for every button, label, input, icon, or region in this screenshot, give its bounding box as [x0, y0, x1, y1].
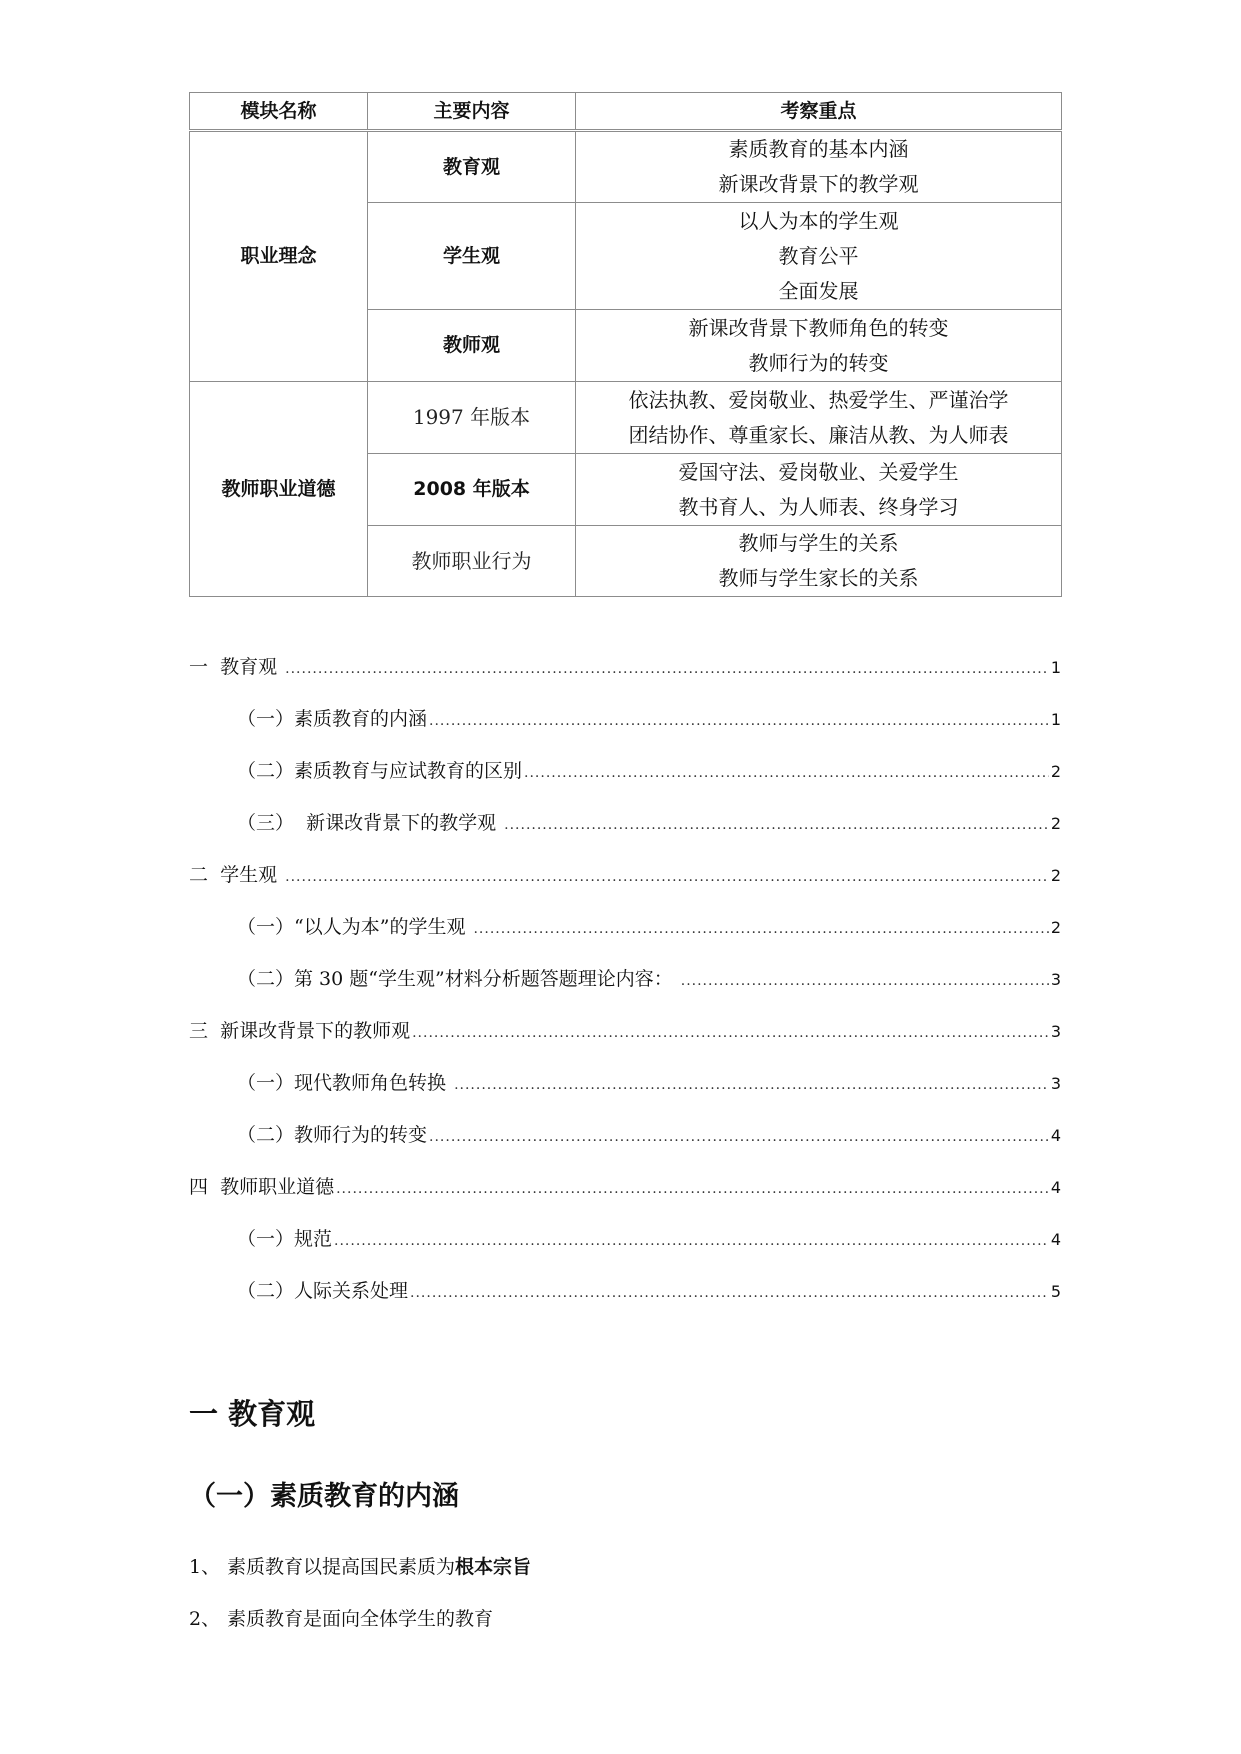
item-text: 素质教育是面向全体学生的教育 — [227, 1608, 494, 1630]
content-cell: 教师观 — [368, 310, 576, 382]
content-cell: 学生观 — [368, 203, 576, 310]
content-cell: 教育观 — [368, 131, 576, 203]
toc-leader-dots — [285, 869, 1049, 885]
toc-number: 四 — [189, 1176, 221, 1198]
toc-entry[interactable] — [237, 808, 1061, 838]
list-item — [189, 1604, 493, 1631]
toc-number: （二） — [237, 968, 295, 990]
toc-number: （二） — [237, 1280, 295, 1302]
item-number: 2、 — [189, 1608, 221, 1630]
toc-page-number: 2 — [1050, 866, 1061, 885]
list-item — [189, 1552, 531, 1579]
toc-leader-dots — [429, 1129, 1049, 1145]
item-emphasis: 根本宗旨 — [455, 1556, 532, 1578]
column-header-content: 主要内容 — [368, 93, 576, 131]
table-row — [190, 131, 1062, 203]
focus-point: 教师与学生的关系 — [738, 531, 899, 555]
toc-title: 教师行为的转变 — [294, 1124, 428, 1146]
column-header-focus: 考察重点 — [576, 93, 1062, 131]
toc-leader-dots — [334, 1233, 1049, 1249]
focus-cell — [576, 203, 1062, 310]
toc-page-number: 3 — [1050, 1074, 1061, 1093]
toc-leader-dots — [454, 1077, 1049, 1093]
toc-page-number: 2 — [1050, 762, 1061, 781]
focus-cell — [576, 382, 1062, 454]
toc-entry[interactable] — [237, 1276, 1061, 1306]
toc-number: 二 — [189, 864, 221, 886]
toc-title: 现代教师角色转换 — [294, 1072, 453, 1094]
toc-entry[interactable] — [189, 1172, 1061, 1202]
module-cell: 教师职业道德 — [190, 382, 368, 597]
toc-entry[interactable] — [237, 912, 1061, 942]
toc-page-number: 3 — [1050, 970, 1061, 989]
focus-point: 新课改背景下教师角色的转变 — [688, 315, 949, 340]
toc-title: 人际关系处理 — [294, 1280, 409, 1302]
syllabus-table — [189, 92, 1062, 597]
toc-page-number: 4 — [1050, 1178, 1061, 1197]
toc-page-number: 4 — [1050, 1230, 1061, 1249]
toc-entry[interactable] — [237, 1224, 1061, 1254]
focus-point: 教书育人、为人师表、终身学习 — [678, 494, 959, 519]
toc-page-number: 4 — [1050, 1126, 1061, 1145]
toc-page-number: 5 — [1050, 1282, 1061, 1301]
toc-title: 素质教育与应试教育的区别 — [294, 760, 523, 782]
toc-entry[interactable] — [189, 652, 1061, 682]
toc-page-number: 2 — [1050, 814, 1061, 833]
toc-entry[interactable] — [237, 1068, 1061, 1098]
toc-leader-dots — [524, 765, 1049, 781]
toc-number: 三 — [189, 1020, 221, 1042]
toc-number: （一） — [237, 708, 295, 730]
toc-page-number: 1 — [1050, 710, 1061, 729]
focus-point: 教育公平 — [778, 243, 859, 268]
toc-page-number: 1 — [1050, 658, 1061, 677]
toc-leader-dots — [285, 661, 1049, 677]
column-header-module: 模块名称 — [190, 93, 368, 131]
table-row — [190, 382, 1062, 454]
focus-point: 依法执教、爱岗敬业、热爱学生、严谨治学 — [628, 387, 1009, 412]
focus-point: 素质教育的基本内涵 — [728, 137, 909, 161]
item-number: 1、 — [189, 1556, 221, 1578]
toc-title: 教育观 — [220, 656, 284, 678]
toc-title: 第 30 题“学生观”材料分析题答题理论内容： — [294, 968, 679, 990]
toc-title: 素质教育的内涵 — [294, 708, 428, 730]
item-text: 素质教育以提高国民素质为 — [227, 1556, 456, 1578]
toc-page-number: 2 — [1050, 918, 1061, 937]
toc-title: “以人为本”的学生观 — [294, 916, 472, 938]
toc-title: 教师职业道德 — [220, 1176, 335, 1198]
focus-point: 以人为本的学生观 — [738, 208, 899, 233]
module-cell: 职业理念 — [190, 131, 368, 382]
content-cell: 教师职业行为 — [368, 526, 576, 597]
toc-number: 一 — [189, 656, 221, 678]
toc-entry[interactable] — [237, 704, 1061, 734]
toc-leader-dots — [410, 1285, 1049, 1301]
toc-title: 新课改背景下的教师观 — [220, 1020, 411, 1042]
toc-leader-dots — [681, 973, 1049, 989]
toc-leader-dots — [473, 921, 1048, 937]
toc-leader-dots — [336, 1181, 1049, 1197]
focus-point: 团结协作、尊重家长、廉洁从教、为人师表 — [628, 422, 1009, 447]
table-header-row — [190, 93, 1062, 131]
toc-number: （三） — [237, 812, 307, 834]
toc-number: （一） — [237, 1072, 295, 1094]
toc-number: （二） — [237, 760, 295, 782]
focus-cell — [576, 454, 1062, 526]
toc-number: （二） — [237, 1124, 295, 1146]
toc-title: 规范 — [294, 1228, 333, 1250]
focus-point: 全面发展 — [778, 278, 859, 303]
content-cell: 1997 年版本 — [368, 382, 576, 454]
toc-entry[interactable] — [237, 964, 1061, 994]
toc-entry[interactable] — [189, 860, 1061, 890]
section-heading: 一 教育观 — [189, 1397, 316, 1431]
focus-cell — [576, 131, 1062, 203]
focus-cell — [576, 526, 1062, 597]
focus-point: 教师与学生家长的关系 — [718, 566, 919, 590]
toc-title: 新课改背景下的教学观 — [306, 812, 503, 834]
toc-number: （一） — [237, 1228, 295, 1250]
subsection-heading: （一）素质教育的内涵 — [189, 1481, 459, 1512]
focus-point: 新课改背景下的教学观 — [718, 172, 919, 196]
content-cell: 2008 年版本 — [368, 454, 576, 526]
focus-point: 爱国守法、爱岗敬业、关爱学生 — [678, 459, 959, 484]
focus-cell — [576, 310, 1062, 382]
toc-leader-dots — [504, 817, 1049, 833]
toc-entry[interactable] — [189, 1016, 1061, 1046]
toc-entry[interactable] — [237, 756, 1061, 786]
toc-leader-dots — [429, 713, 1049, 729]
toc-entry[interactable] — [237, 1120, 1061, 1150]
focus-point: 教师行为的转变 — [748, 350, 889, 375]
toc-number: （一） — [237, 916, 295, 938]
toc-title: 学生观 — [220, 864, 284, 886]
toc-page-number: 3 — [1050, 1022, 1061, 1041]
toc-leader-dots — [412, 1025, 1049, 1041]
